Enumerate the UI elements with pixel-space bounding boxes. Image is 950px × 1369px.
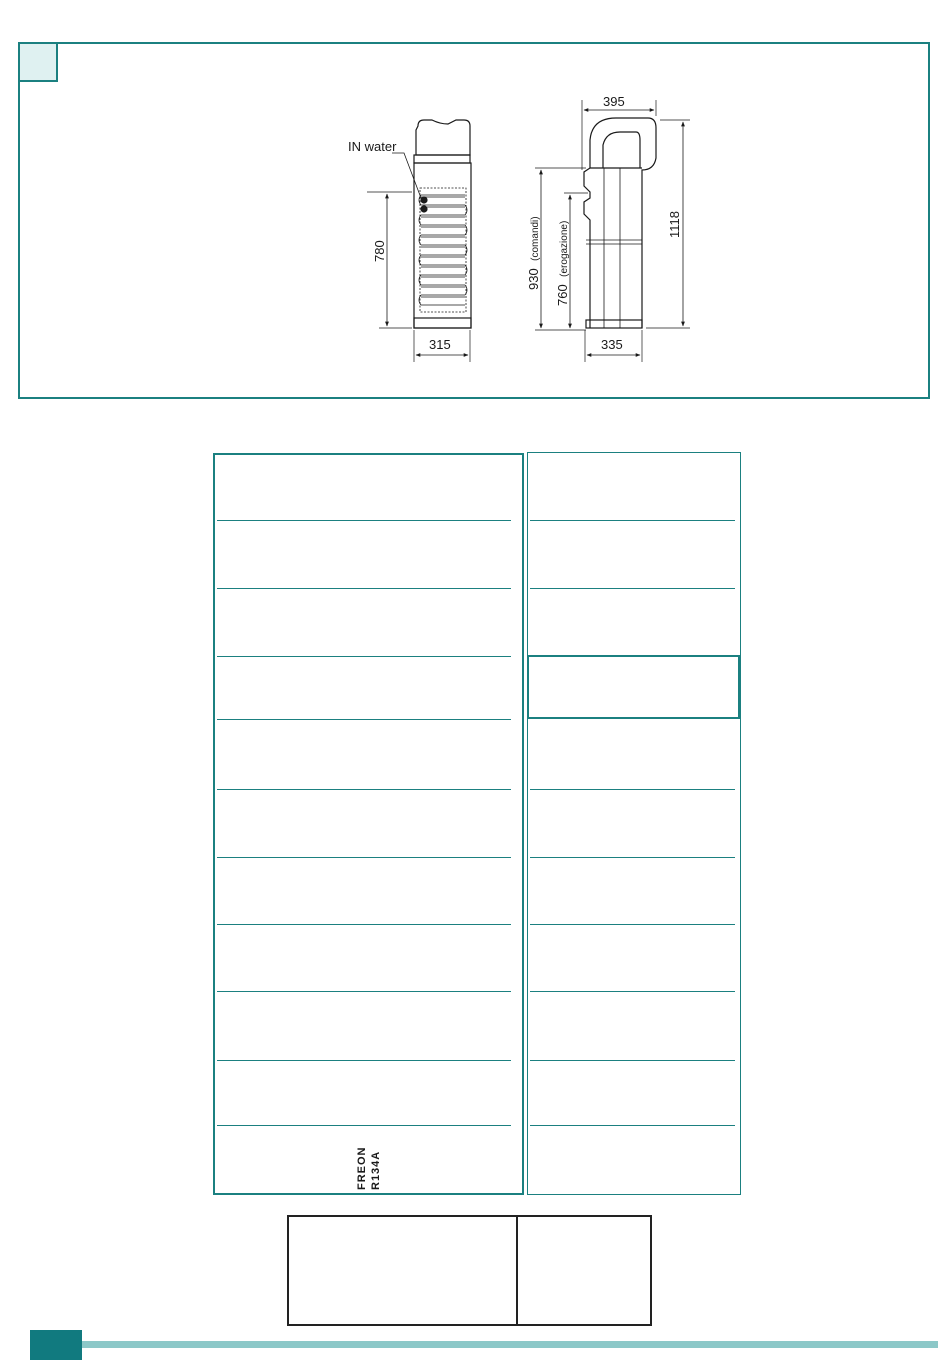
row-separator [530, 857, 735, 858]
front-height-label: 780 [372, 240, 387, 262]
spec-table-right-highlight [527, 655, 740, 719]
row-separator [530, 924, 735, 925]
row-separator [217, 1125, 511, 1126]
row-separator [217, 789, 511, 790]
row-separator [530, 520, 735, 521]
refrigerant-label [340, 1145, 384, 1191]
bottom-box-divider [516, 1217, 518, 1324]
front-width-label: 315 [429, 337, 451, 352]
row-separator [530, 991, 735, 992]
row-separator [530, 1125, 735, 1126]
in-water-callout: IN water [348, 139, 397, 154]
side-depth-label: 395 [603, 94, 625, 109]
controls-height-value: 930 [526, 268, 541, 290]
row-separator [530, 588, 735, 589]
row-separator [217, 857, 511, 858]
row-separator [217, 520, 511, 521]
page-tab [30, 1330, 82, 1360]
row-separator [217, 656, 511, 657]
bottom-box [287, 1215, 652, 1326]
row-separator [217, 719, 511, 720]
refrigerant-line2: R134A [370, 1150, 382, 1190]
side-controls-height [525, 216, 542, 290]
row-separator [217, 991, 511, 992]
row-separator [530, 789, 735, 790]
row-separator [530, 1060, 735, 1061]
row-separator [217, 588, 511, 589]
row-separator [217, 1060, 511, 1061]
row-separator [217, 924, 511, 925]
dispense-height-note: (erogazione) [559, 220, 570, 277]
side-total-height-label: 1118 [667, 211, 682, 238]
dispense-height-value: 760 [555, 284, 570, 306]
spec-table-right [527, 452, 741, 1195]
refrigerant-line1: FREON [356, 1146, 368, 1190]
spec-table-left [213, 453, 524, 1195]
dimension-drawing [0, 0, 950, 410]
controls-height-note: (comandi) [530, 216, 541, 261]
side-base-width-label: 335 [601, 337, 623, 352]
side-dispense-height [554, 221, 571, 306]
footer-bar [30, 1341, 938, 1348]
